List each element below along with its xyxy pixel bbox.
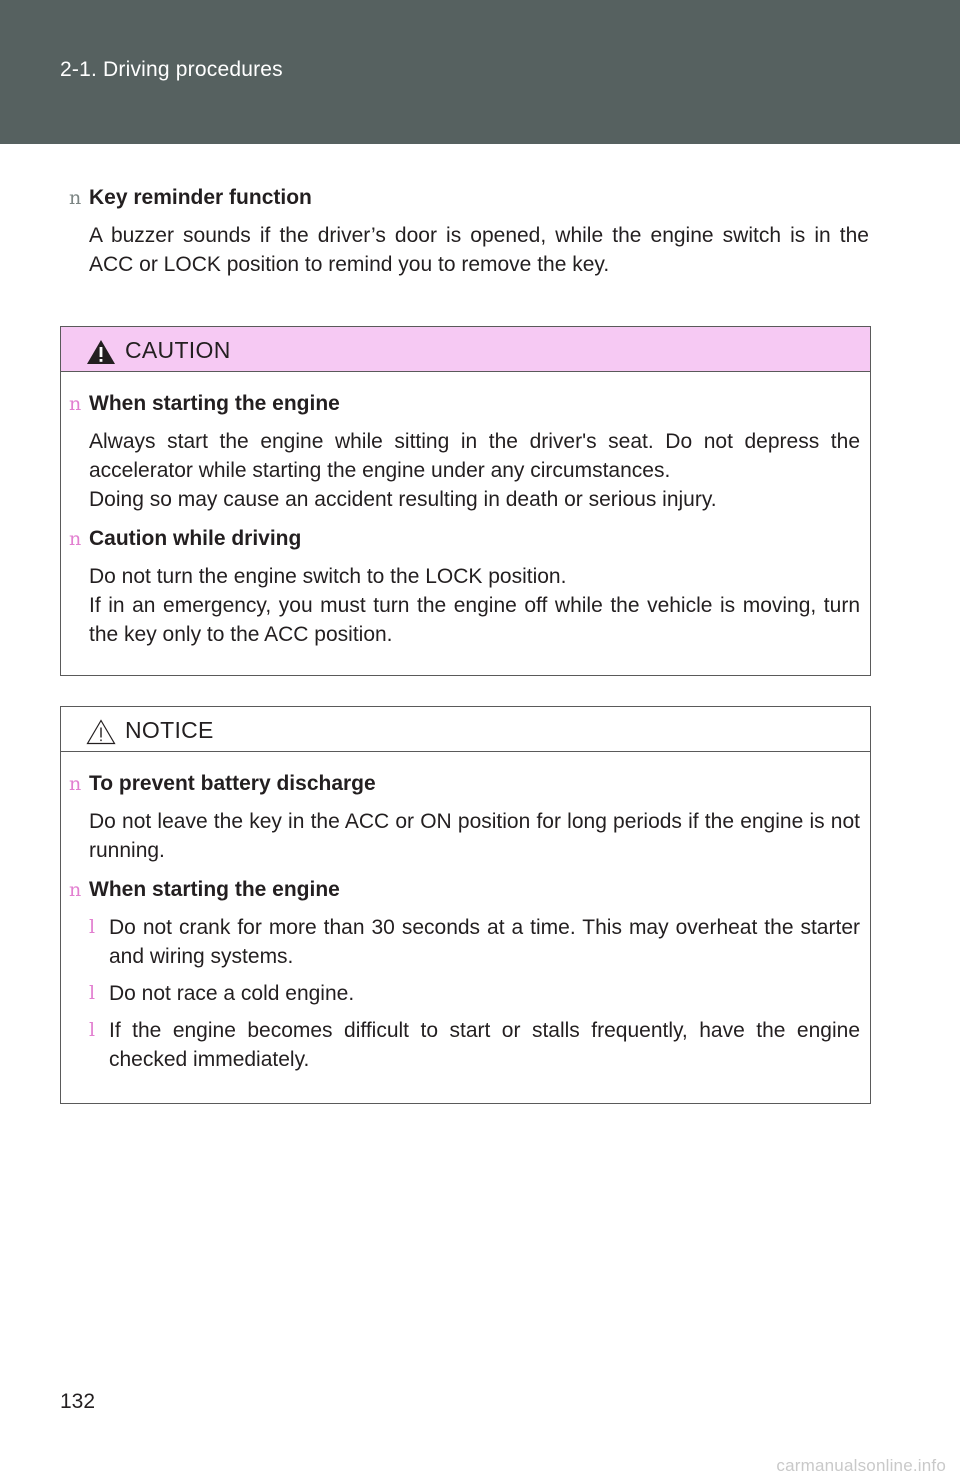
item-marker: n [69,773,82,795]
caution-label: CAUTION [125,337,231,363]
caution-item-text [69,562,860,649]
notice-item-text: Do not leave the key in the ACC or ON position for long periods if the engine is not running. [89,810,860,862]
caution-item-line: Doing so may cause an accident resulting in death or serious injury. [89,488,717,511]
notice-box [60,706,871,1104]
notice-header [61,707,870,752]
caution-item-heading [69,389,860,419]
bullet-marker: l [89,982,96,1004]
caution-box [60,326,871,676]
key-reminder-heading [69,183,869,213]
key-reminder-text: A buzzer sounds if the driver’s door is opened, while the engine switch is in the ACC or LOCK position to remind you to remove the key. [89,224,869,276]
caution-item-heading-text: When starting the engine [89,392,340,415]
notice-item-heading-text: When starting the engine [89,878,340,901]
caution-item-text [69,427,860,514]
notice-item-heading [69,875,860,905]
bullet-marker: l [89,1019,96,1041]
item-marker: n [69,528,82,550]
bullet-marker: l [89,916,96,938]
notice-item-battery [69,769,860,865]
caution-header [61,327,870,372]
page-header [0,0,960,144]
caution-item-line: Always start the engine while sitting in the driver's seat. Do not depress the accelerator while starting the engine under any circumstances. [89,430,860,482]
notice-bullet [69,979,860,1008]
item-marker: n [69,879,82,901]
notice-item-heading-text: To prevent battery discharge [89,772,376,795]
caution-item-driving [69,524,860,649]
caution-item-heading [69,524,860,554]
notice-bullet [69,1016,860,1074]
caution-item-starting [69,389,860,514]
notice-content [61,752,870,1074]
notice-bullet-text: If the engine becomes difficult to start or stalls frequently, have the engine checked immediately. [109,1019,860,1071]
key-reminder-heading-text: Key reminder function [89,186,312,209]
page-number: 132 [60,1390,96,1413]
item-marker: n [69,393,82,415]
notice-item-heading [69,769,860,799]
notice-bullet [69,913,860,971]
section-marker: n [69,187,82,209]
key-reminder-section [69,183,869,279]
caution-item-heading-text: Caution while driving [89,527,302,550]
caution-content [61,372,870,649]
watermark: carmanualsonline.info [776,1456,946,1475]
notice-bullet-text: Do not crank for more than 30 seconds at a time. This may overheat the starter and wiring systems. [109,916,860,968]
warning-triangle-outline-icon [86,719,116,745]
caution-item-line: If in an emergency, you must turn the engine off while the vehicle is moving, turn the key only to the ACC position. [89,594,860,646]
section-title: 2-1. Driving procedures [60,58,283,81]
warning-triangle-icon [86,339,116,365]
caution-item-line: Do not turn the engine switch to the LOCK position. [89,565,567,588]
notice-label: NOTICE [125,717,214,743]
notice-bullet-text: Do not race a cold engine. [109,982,355,1005]
notice-item-starting [69,875,860,1074]
